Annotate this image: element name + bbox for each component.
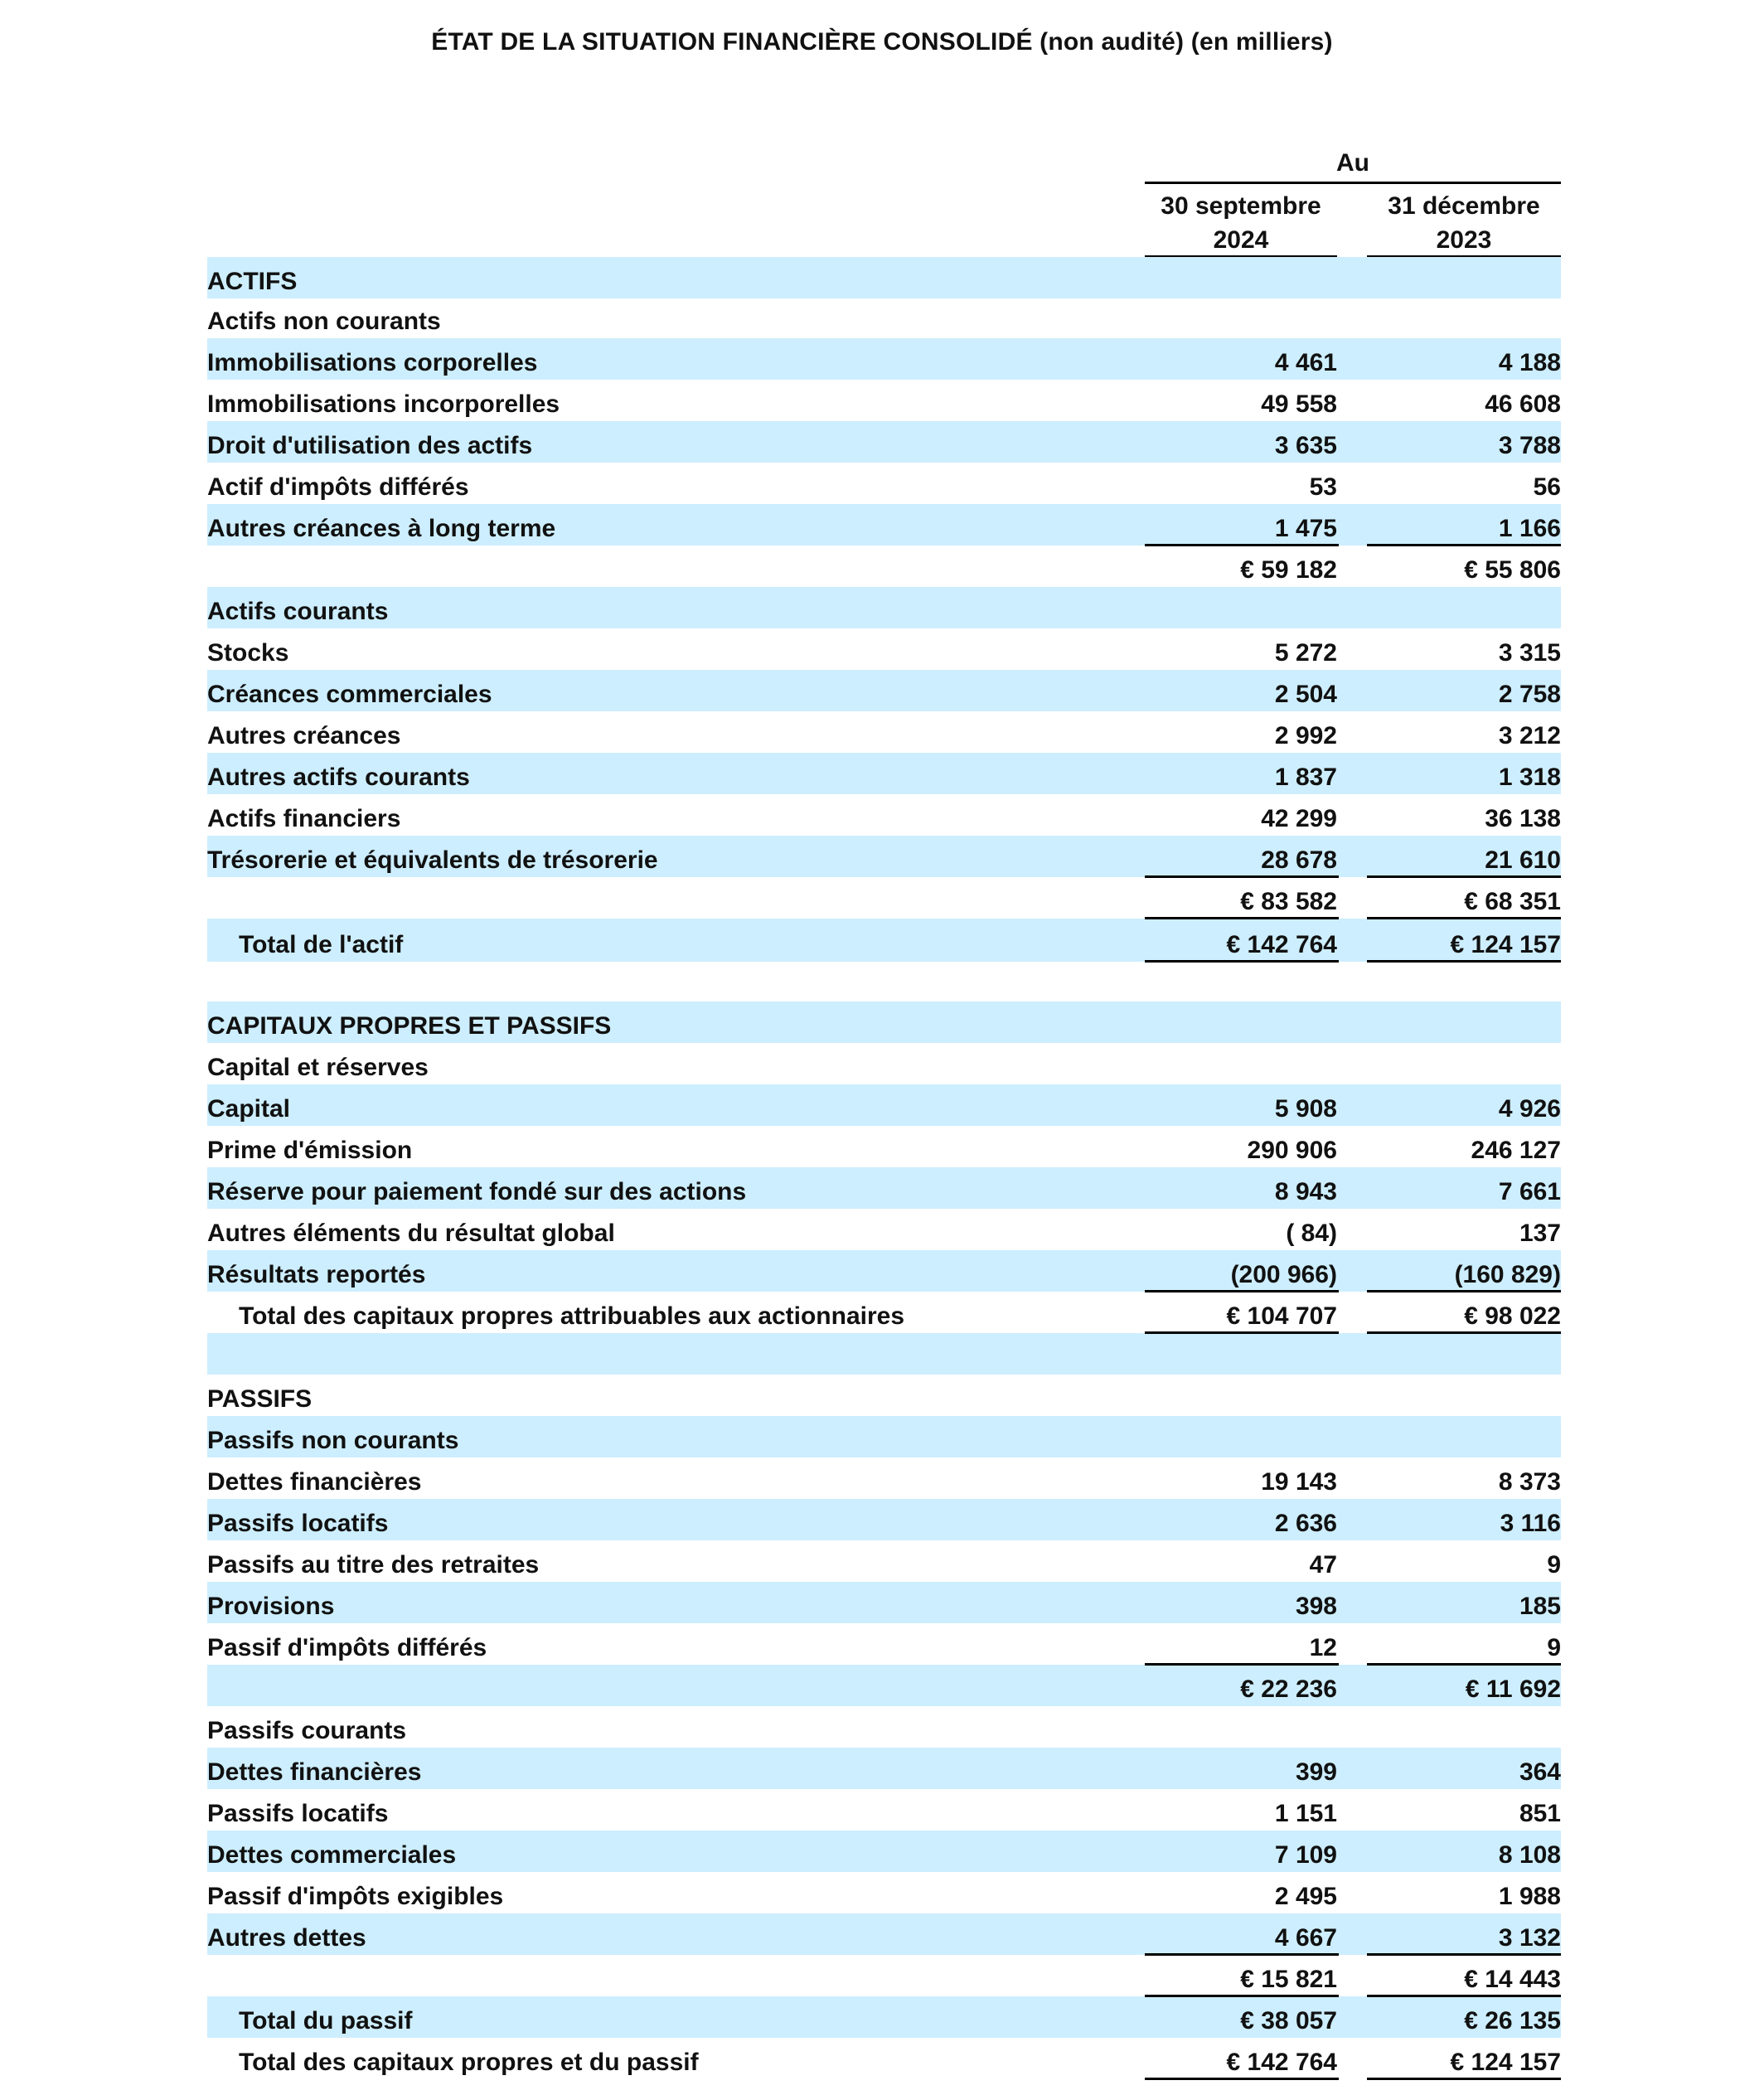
subtotal-rule <box>1367 1663 1561 1666</box>
value-2023: 56 <box>1533 473 1561 501</box>
row-label: Stocks <box>207 639 289 667</box>
row-label: Immobilisations incorporelles <box>207 390 560 418</box>
value-2023: € 26 135 <box>1464 2007 1561 2034</box>
column-header-2024-line1: 30 septembre <box>1161 192 1321 220</box>
value-2023: 3 116 <box>1500 1510 1561 1537</box>
row-label: Actifs non courants <box>207 308 441 335</box>
subtotal-rule <box>1145 1953 1339 1956</box>
value-2024: € 38 057 <box>1240 2007 1337 2034</box>
row-label: Réserve pour paiement fondé sur des actions <box>207 1178 747 1205</box>
value-2024: 8 943 <box>1274 1178 1337 1205</box>
row-label: Total du passif <box>239 2007 413 2034</box>
subtotal-rule <box>1145 917 1339 919</box>
row-label: Prime d'émission <box>207 1137 413 1164</box>
table-row <box>207 1831 1561 1872</box>
row-label: Total des capitaux propres attribuables aux actionnaires <box>239 1302 905 1330</box>
table-row <box>207 1582 1561 1623</box>
table-row <box>207 1292 1561 1333</box>
value-2024: € 142 764 <box>1226 931 1337 958</box>
table-row <box>207 1996 1561 2038</box>
row-label: Actif d'impôts différés <box>207 473 469 501</box>
subtotal-rule <box>1367 960 1561 963</box>
table-row <box>207 1001 1561 1043</box>
value-2024: € 15 821 <box>1240 1966 1337 1993</box>
table-row <box>207 794 1561 836</box>
subtotal-rule <box>1145 875 1339 878</box>
value-2023: 1 988 <box>1498 1883 1561 1910</box>
period-header-au: Au <box>1336 149 1369 177</box>
value-2023: 1 166 <box>1498 515 1561 542</box>
value-2023: 3 788 <box>1498 432 1561 459</box>
value-2023: 3 132 <box>1498 1924 1561 1952</box>
table-row <box>207 1457 1561 1499</box>
value-2024: € 22 236 <box>1240 1676 1337 1703</box>
table-row <box>207 546 1561 587</box>
table-row <box>207 628 1561 670</box>
row-label: Capital et réserves <box>207 1054 429 1081</box>
value-2024: 2 495 <box>1274 1883 1337 1910</box>
subtotal-rule <box>1145 1663 1339 1666</box>
value-2024: 5 272 <box>1274 639 1337 667</box>
row-label: Total des capitaux propres et du passif <box>239 2049 699 2076</box>
subtotal-rule <box>1145 2078 1339 2080</box>
value-2024: 28 678 <box>1261 846 1337 874</box>
table-row <box>207 1084 1561 1126</box>
value-2024: € 59 182 <box>1240 556 1337 584</box>
value-2024: 53 <box>1309 473 1337 501</box>
value-2023: 9 <box>1547 1634 1561 1661</box>
value-2023: € 14 443 <box>1464 1966 1561 1993</box>
row-label: Passifs locatifs <box>207 1800 389 1827</box>
column-header-2023 <box>1367 189 1561 258</box>
subtotal-rule <box>1367 2078 1561 2080</box>
table-row <box>207 1955 1561 1996</box>
table-row <box>207 1333 1561 1375</box>
value-2024: 2 992 <box>1274 722 1337 749</box>
table-row <box>207 877 1561 919</box>
value-2024: 19 143 <box>1261 1468 1337 1496</box>
value-2023: 46 608 <box>1485 390 1561 418</box>
value-2023: 8 373 <box>1498 1468 1561 1496</box>
value-2023: 137 <box>1519 1220 1561 1247</box>
row-label: Résultats reportés <box>207 1261 426 1288</box>
statement-title: ÉTAT DE LA SITUATION FINANCIÈRE CONSOLIDÉ (non audité) (en milliers) <box>431 28 1333 56</box>
value-2023: € 68 351 <box>1464 888 1561 915</box>
table-row <box>207 711 1561 753</box>
value-2023: 851 <box>1519 1800 1561 1827</box>
subtotal-rule <box>1367 544 1561 546</box>
row-label: Autres dettes <box>207 1924 366 1952</box>
value-2024: 398 <box>1295 1593 1337 1620</box>
subtotal-rule <box>1145 960 1339 963</box>
value-2023: 4 926 <box>1498 1095 1561 1123</box>
row-label: Actifs courants <box>207 598 389 625</box>
row-label: Autres créances à long terme <box>207 515 556 542</box>
table-row <box>207 1416 1561 1457</box>
row-label: Passif d'impôts exigibles <box>207 1883 504 1910</box>
row-label: Passif d'impôts différés <box>207 1634 487 1661</box>
row-label: Passifs locatifs <box>207 1510 389 1537</box>
column-header-2023-line1: 31 décembre <box>1388 192 1540 220</box>
table-row <box>207 836 1561 877</box>
table-row <box>207 1540 1561 1582</box>
value-2024: € 142 764 <box>1226 2049 1337 2076</box>
row-label: Immobilisations corporelles <box>207 349 538 376</box>
value-2024: 47 <box>1309 1551 1337 1579</box>
row-label: Passifs au titre des retraites <box>207 1551 540 1579</box>
subtotal-rule <box>1367 875 1561 878</box>
value-2024: 1 475 <box>1274 515 1337 542</box>
table-row <box>207 1499 1561 1540</box>
value-2023: 364 <box>1519 1758 1561 1786</box>
value-2024: 1 837 <box>1274 764 1337 791</box>
subtotal-rule <box>1145 1995 1339 1997</box>
subtotal-rule <box>1145 544 1339 546</box>
value-2023: 8 108 <box>1498 1841 1561 1869</box>
table-row <box>207 670 1561 711</box>
row-label: Droit d'utilisation des actifs <box>207 432 533 459</box>
value-2024: 3 635 <box>1274 432 1337 459</box>
table-row <box>207 298 1561 338</box>
subtotal-rule <box>1367 1290 1561 1292</box>
row-label: Autres éléments du résultat global <box>207 1220 615 1247</box>
value-2023: € 124 157 <box>1450 2049 1561 2076</box>
row-label: Autres actifs courants <box>207 764 470 791</box>
table-row <box>207 338 1561 380</box>
row-label: Total de l'actif <box>239 931 404 958</box>
row-label: CAPITAUX PROPRES ET PASSIFS <box>207 1012 612 1040</box>
value-2024: 12 <box>1309 1634 1337 1661</box>
value-2024: ( 84) <box>1286 1220 1337 1247</box>
value-2024: € 83 582 <box>1240 888 1337 915</box>
table-row <box>207 1913 1561 1955</box>
value-2023: € 98 022 <box>1464 1302 1561 1330</box>
table-row <box>207 1043 1561 1084</box>
value-2023: € 55 806 <box>1464 556 1561 584</box>
value-2023: (160 829) <box>1454 1261 1561 1288</box>
table-row <box>207 1167 1561 1209</box>
table-row <box>207 1375 1561 1416</box>
value-2023: € 124 157 <box>1450 931 1561 958</box>
row-label: Actifs financiers <box>207 805 401 832</box>
value-2024: 290 906 <box>1247 1137 1337 1164</box>
table-row <box>207 1665 1561 1706</box>
table-row <box>207 380 1561 421</box>
table-row <box>207 1748 1561 1789</box>
value-2023: 2 758 <box>1498 681 1561 708</box>
value-2024: 1 151 <box>1274 1800 1337 1827</box>
row-label: Autres créances <box>207 722 401 749</box>
column-header-2023-line2: 2023 <box>1436 226 1492 254</box>
value-2023: 3 315 <box>1498 639 1561 667</box>
value-2024: 399 <box>1295 1758 1337 1786</box>
subtotal-rule <box>1367 917 1561 919</box>
table-row <box>207 257 1561 298</box>
table-row <box>207 587 1561 628</box>
table-row <box>207 421 1561 463</box>
table-row <box>207 2038 1561 2079</box>
row-label: Créances commerciales <box>207 681 492 708</box>
value-2024: (200 966) <box>1230 1261 1337 1288</box>
value-2024: € 104 707 <box>1226 1302 1337 1330</box>
subtotal-rule <box>1367 1953 1561 1956</box>
subtotal-rule <box>1145 1290 1339 1292</box>
table-row <box>207 1872 1561 1913</box>
table-row <box>207 1250 1561 1292</box>
row-label: Capital <box>207 1095 291 1123</box>
table-row <box>207 1706 1561 1748</box>
value-2023: 246 127 <box>1471 1137 1561 1164</box>
subtotal-rule <box>1367 1995 1561 1997</box>
row-label: Dettes financières <box>207 1758 422 1786</box>
value-2024: 4 461 <box>1274 349 1337 376</box>
subtotal-rule <box>1145 1331 1339 1334</box>
value-2023: € 11 692 <box>1465 1676 1561 1703</box>
row-label: ACTIFS <box>207 268 298 295</box>
table-row <box>207 753 1561 794</box>
value-2024: 49 558 <box>1261 390 1337 418</box>
row-label: Dettes financières <box>207 1468 422 1496</box>
table-row <box>207 919 1561 962</box>
value-2023: 21 610 <box>1485 846 1561 874</box>
value-2024: 2 504 <box>1274 681 1337 708</box>
period-header-rule <box>1145 182 1561 184</box>
table-row <box>207 1209 1561 1250</box>
column-header-2024-line2: 2024 <box>1213 226 1269 254</box>
value-2023: 9 <box>1547 1551 1561 1579</box>
value-2024: 4 667 <box>1274 1924 1337 1952</box>
row-label: Passifs non courants <box>207 1427 459 1454</box>
subtotal-rule <box>1367 1331 1561 1334</box>
row-label: Trésorerie et équivalents de trésorerie <box>207 846 658 874</box>
value-2024: 2 636 <box>1274 1510 1337 1537</box>
column-header-2024 <box>1145 189 1337 258</box>
table-row <box>207 1623 1561 1665</box>
value-2024: 42 299 <box>1261 805 1337 832</box>
table-row <box>207 504 1561 546</box>
row-label: Provisions <box>207 1593 335 1620</box>
value-2023: 7 661 <box>1498 1178 1561 1205</box>
table-row <box>207 463 1561 504</box>
row-label: PASSIFS <box>207 1385 313 1413</box>
value-2023: 1 318 <box>1498 764 1561 791</box>
value-2023: 36 138 <box>1485 805 1561 832</box>
value-2024: 7 109 <box>1274 1841 1337 1869</box>
table-row <box>207 1789 1561 1831</box>
row-label: Dettes commerciales <box>207 1841 457 1869</box>
value-2023: 185 <box>1519 1593 1561 1620</box>
row-label: Passifs courants <box>207 1717 407 1744</box>
value-2024: 5 908 <box>1274 1095 1337 1123</box>
table-row <box>207 1126 1561 1167</box>
value-2023: 4 188 <box>1498 349 1561 376</box>
value-2023: 3 212 <box>1498 722 1561 749</box>
